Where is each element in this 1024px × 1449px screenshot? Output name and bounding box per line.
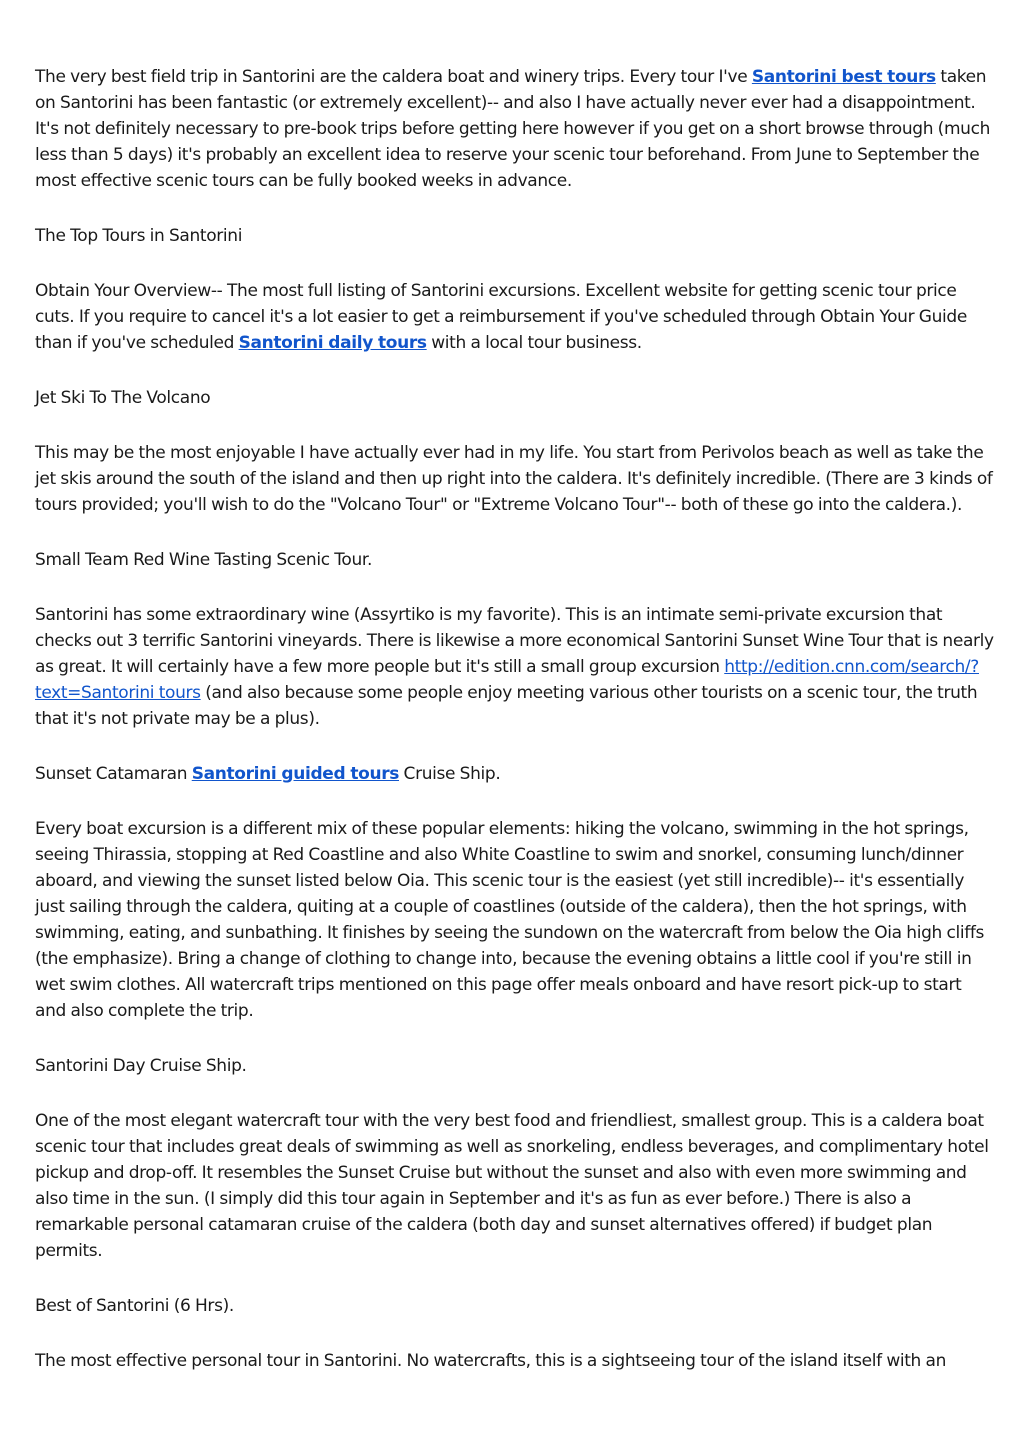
paragraph-text: The very best field trip in Santorini are the caldera boat and winery trips. Every tour I've [35, 67, 752, 87]
paragraph-best-of-santorini: The most effective personal tour in Santorini. No watercrafts, this is a sightseeing tour of the island itself with an [35, 1351, 947, 1371]
heading-day-cruise: Santorini Day Cruise Ship. [35, 1056, 247, 1076]
paragraph-obtain-your-overview [35, 278, 995, 356]
paragraph-boat-excursion: Every boat excursion is a different mix of these popular elements: hiking the volcano, swimming in the hot springs, seeing Thirassia, stopping at Red Coastline and also White Coastline to swim and snorkel, consuming lunch/dinner aboard, and viewing the sunset listed below Oia. This scenic tour is the easiest (yet still incredible)-- it's essentially just sailing through the caldera, quiting at a couple of coastlines (outside of the caldera), then the hot springs, with swimming, eating, and sunbathing. It finishes by seeing the sundown on the watercraft from below the Oia high cliffs (the emphasize). Bring a change of clothing to change into, because the evening obtains a little cool if you're still in wet swim clothes. All watercraft trips mentioned on this page offer meals onboard and have resort pick-up to start and also complete the trip. [35, 819, 985, 1021]
link-santorini-best-tours[interactable]: Santorini best tours [751, 67, 936, 87]
paragraph-jet-ski: This may be the most enjoyable I have actually ever had in my life. You start from Perivolos beach as well as take the jet skis around the south of the island and then up right into the caldera. It's definitely incredible. (There are 3 kinds of tours provided; you'll wish to do the "Volcano Tour" or "Extreme Volcano Tour"-- both of these go into the caldera.). [35, 443, 993, 515]
paragraph-text: taken on Santorini has been fantastic (or extremely excellent)-- and also I have actually never ever had a disappointment. It's not definitely necessary to pre-book trips before getting here however if you get on a short browse through (much less than 5 days) it's probably an excellent idea to reserve your scenic tour beforehand. From June to September the most effective scenic tours can be fully booked weeks in advance. [35, 67, 991, 191]
document-page [35, 64, 995, 1403]
paragraph-day-cruise: One of the most elegant watercraft tour with the very best food and friendliest, smallest group. This is a caldera boat scenic tour that includes great deals of swimming as well as snorkeling, endless beverages, and complimentary hotel pickup and drop-off. It resembles the Sunset Cruise but without the sunset and also with even more swimming and also time in the sun. (I simply did this tour again in September and it's as fun as ever before.) There is also a remarkable personal catamaran cruise of the caldera (both day and sunset alternatives offered) if budget plan permits. [35, 1111, 989, 1261]
paragraph-intro [35, 64, 995, 194]
heading-wine-tasting: Small Team Red Wine Tasting Scenic Tour. [35, 550, 373, 570]
paragraph-text: Obtain Your Overview-- The most full listing of Santorini excursions. Excellent website for getting scenic tour price cuts. If you require to cancel it's a lot easier to get a reimbursement if you've scheduled through Obtain Your Guide than if you've scheduled [35, 281, 967, 353]
paragraph-text: Santorini has some extraordinary wine (Assyrtiko is my favorite). This is an intimate semi-private excursion that checks out 3 terrific Santorini vineyards. There is likewise a more economical Santorini Sunset Wine Tour that is nearly as great. It will certainly have a few more people but it's still a small group excursion [35, 605, 994, 677]
paragraph-text: (and also because some people enjoy meeting various other tourists on a scenic tour, the truth that it's not private may be a plus). [35, 683, 978, 729]
paragraph-wine-tasting [35, 602, 995, 732]
link-cnn-search[interactable]: http://edition.cnn.com/search/?text=Santorini tours [35, 657, 979, 703]
heading-jet-ski: Jet Ski To The Volcano [35, 388, 211, 408]
heading-text: Cruise Ship. [399, 764, 501, 784]
heading-sunset-catamaran [35, 761, 995, 787]
heading-text: Sunset Catamaran [35, 764, 192, 784]
heading-top-tours: The Top Tours in Santorini [35, 226, 243, 246]
link-santorini-daily-tours[interactable]: Santorini daily tours [238, 333, 427, 353]
link-santorini-guided-tours[interactable]: Santorini guided tours [191, 764, 399, 784]
heading-best-of-santorini: Best of Santorini (6 Hrs). [35, 1296, 234, 1316]
paragraph-text: with a local tour business. [426, 333, 642, 353]
